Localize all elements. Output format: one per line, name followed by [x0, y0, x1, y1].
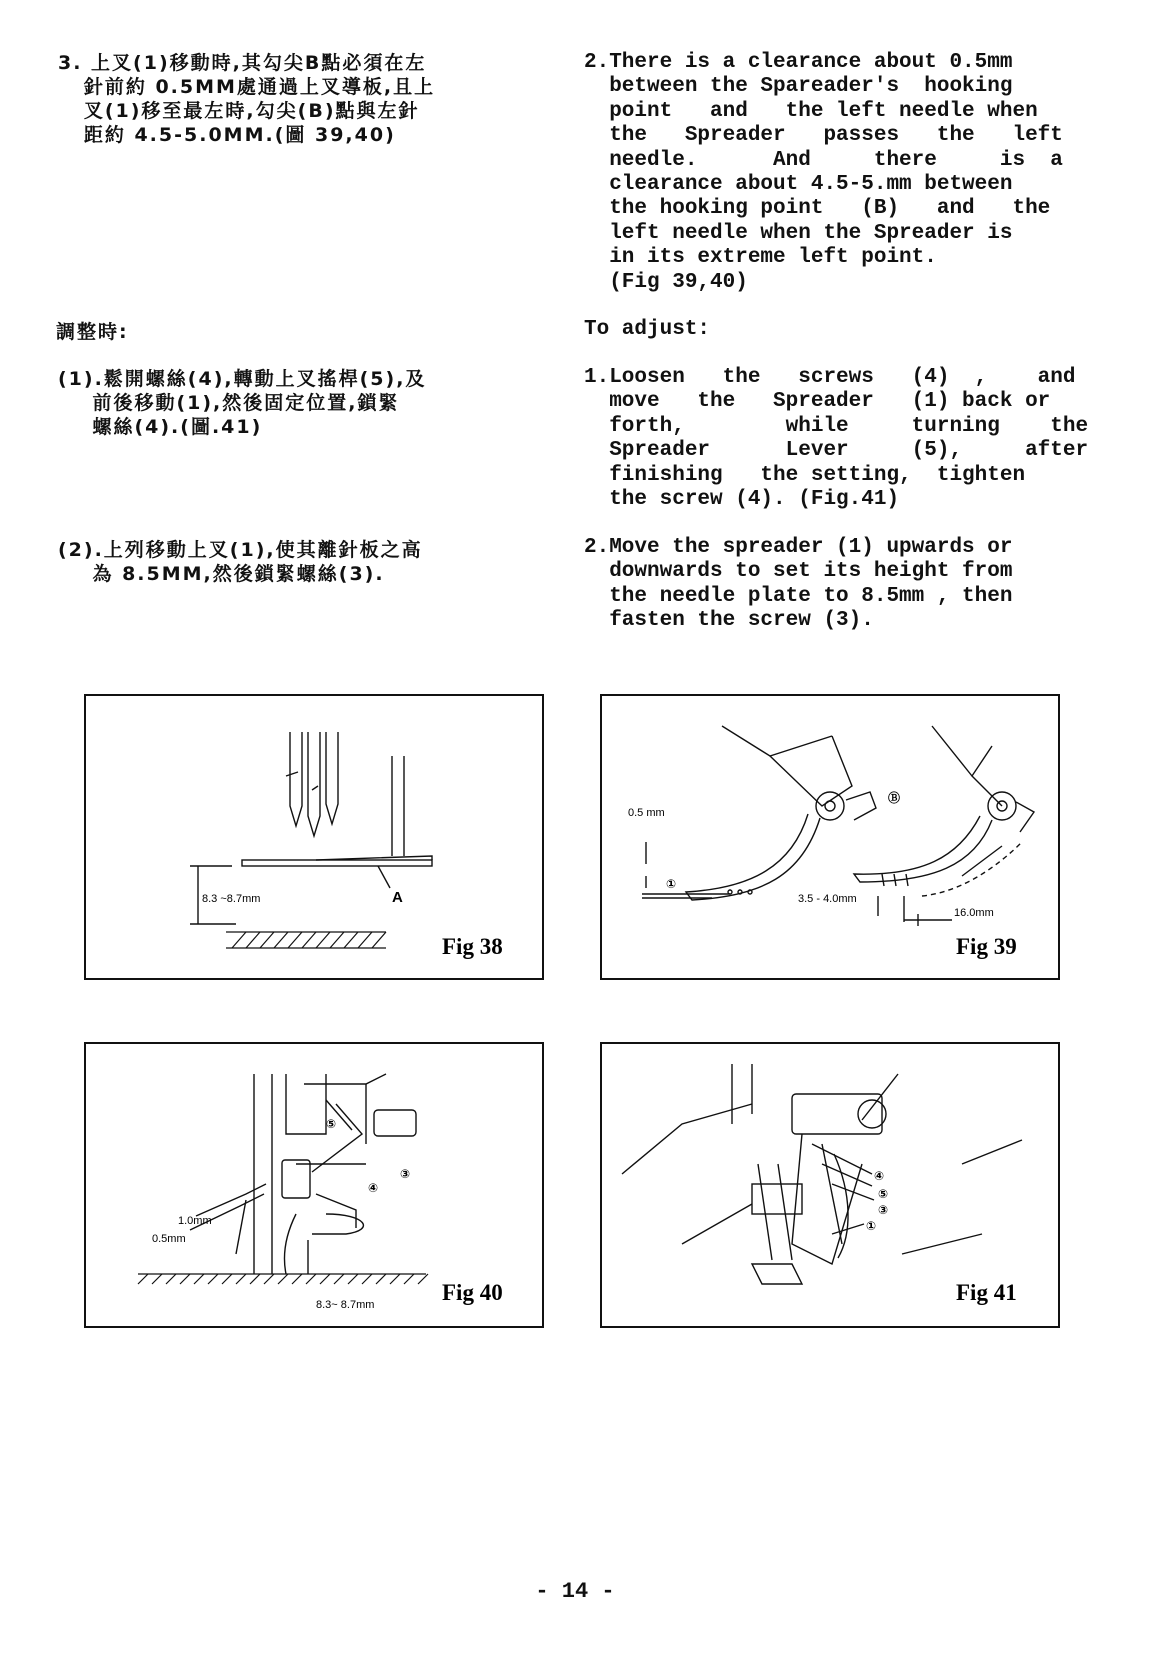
- fig40-mark-4: ④: [368, 1181, 379, 1195]
- fig40-05mm-label: 0.5mm: [152, 1233, 186, 1245]
- page-number: - 14 -: [535, 1579, 615, 1604]
- figure-39: [600, 694, 1060, 980]
- fig38-caption: Fig 38: [442, 934, 503, 959]
- fig40-mark-3: ③: [400, 1167, 411, 1181]
- figure-39-drawing: [602, 696, 1058, 978]
- fig41-mark-5: ⑤: [878, 1187, 889, 1201]
- step2-english: 2.Move the spreader (1) upwards or downwards to set its height from the needle plate to 8.5mm , then fasten the screw (3).: [584, 536, 1013, 633]
- figure-41: [600, 1042, 1060, 1328]
- fig39-clearance-label: 0.5 mm: [628, 807, 665, 819]
- adjust-heading-english: To adjust:: [584, 318, 711, 341]
- fig41-mark-4: ④: [874, 1169, 885, 1183]
- fig41-caption: Fig 41: [956, 1280, 1017, 1305]
- fig40-height-label: 8.3~ 8.7mm: [316, 1299, 375, 1311]
- fig38-a-label: A: [392, 889, 403, 906]
- item3-chinese: 3. 上叉(1)移動時,其勾尖B點必須在左 針前約 0.5MM處通過上叉導板,且上 叉(1)移至最左時,勾尖(B)點與左針 距約 4.5-5.0MM.(圖 39,40): [58, 52, 436, 146]
- fig39-caption: Fig 39: [956, 934, 1017, 959]
- item3-english: 2.There is a clearance about 0.5mm between the Spareader's hooking point and the left needle when the Spreader passes the left needle. And there is a clearance about 4.5-5.mm between the hooking point (B) and the left needle when the Spreader is in its extreme left point. (Fig 39,40): [584, 51, 1063, 294]
- adjust-heading-chinese: 調整時:: [56, 321, 129, 343]
- step1-chinese: (1).鬆開螺絲(4),轉動上叉搖桿(5),及 前後移動(1),然後固定位置,鎖緊 螺絲(4).(圖.41): [58, 368, 427, 438]
- figure-40: [84, 1042, 544, 1328]
- fig40-caption: Fig 40: [442, 1280, 503, 1305]
- fig39-mark-b: Ⓑ: [888, 791, 901, 805]
- step1-english: 1.Loosen the screws (4) , and move the Spreader (1) back or forth, while turning the Spreader Lever (5), after finishing the setting, tighten the screw (4). (Fig.41): [584, 366, 1089, 512]
- figure-38: [84, 694, 544, 980]
- fig41-mark-1: ①: [866, 1219, 877, 1233]
- fig41-mark-3: ③: [878, 1203, 889, 1217]
- fig40-1mm-label: 1.0mm: [178, 1215, 212, 1227]
- fig39-16mm-label: 16.0mm: [954, 907, 994, 919]
- fig38-height-label: 8.3 ~8.7mm: [202, 893, 261, 905]
- figure-41-drawing: [602, 1044, 1058, 1326]
- fig39-mark-1: ①: [666, 877, 677, 891]
- step2-chinese: (2).上列移動上叉(1),使其離針板之高 為 8.5MM,然後鎖緊螺絲(3).: [58, 539, 423, 585]
- fig40-mark-5: ⑤: [326, 1117, 337, 1131]
- figure-40-drawing: [86, 1044, 542, 1326]
- fig39-range-label: 3.5 - 4.0mm: [798, 893, 857, 905]
- figure-38-drawing: [86, 696, 542, 978]
